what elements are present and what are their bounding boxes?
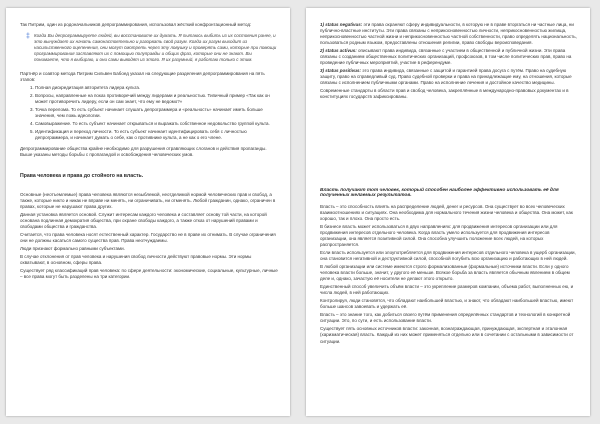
status-item [320,48,578,66]
status-text: описывают права индивида, связанные с участием в общественной и публичной жизни. Эти права связаны с созданием общественных политических организаций, профсоюзов, в том числе политических прав, право на проведение публичных мероприятий, участие в референдуме. [320,48,572,66]
status-lead: 2) status activus: [320,48,357,54]
section-heading-rights: Права человека и права до стойного на власть. [20,173,144,180]
page-blank-space [320,102,578,184]
status-item [320,68,578,86]
list-item: 4. Самовыражение. То есть субъект начинает открываться и выражать собственное недовольство группой культа. [35,121,278,127]
status-item [320,22,578,46]
quote-block [26,33,278,65]
right-page-content [320,22,578,347]
stages-intro: Партнёр и соавтор метода Питрим Сильвен Бабоед указал на следующие разделения депрограммирования на пять этапов: [20,71,265,83]
status-text: эти права охраняют сферу индивидуальности, в которую не в праве вторгаться ни частные лица, ни публично-властные институты. Эти права связаны с неприкосновенностью личности, неприкосновенностью жилища, неприкосновенностью частной жизни и неприкосновенностью частной собственности, право определять национальность, пользоваться родным языком, предоставлены отношения религии, право свободы вероисповедания. [320,22,577,46]
body-paragraph: Существует ряд классификаций прав человека: по сфере деятельности: экономические, социальные, культурные, личные – все права могут быть разделены на три категории. [20,268,278,280]
left-page-content [20,22,278,282]
quote-text: Когда Вы депрограммируете людей, вы восстановите их думать. Я пытаюсь выбить из их состояния ранее, и это вынуждает их начать самонастоятельно и разорвать свой разум. Когда их разум выходит из насильственного оцепенения, они могут смотреть через эту ловушку и проверять сами, которые при помощи программирования заставляют их с помощью полуправды и общих фраз, которые они не знают. Вы понимаете, что я выбираю, и они сами выводят из этого. Я их разумный, я работаю только с этим. [34,33,277,63]
quote-mark-icon: ‡ [26,33,30,41]
body-paragraph: Власть – это знание того, как добиться своего путём применения определённых стандартов и технологий в конкретной ситуации. Это, по сути, и есть использование власти. [320,312,571,324]
body-paragraph: Существует пять основных источников власти: законная, вознаграждающая, принуждающая, экспертная и эталонная (харизматическая) власть. Каждый из них может применяться отдельно или в сочетании с остальными в зависимости от ситуации. [320,326,574,344]
section-heading-power: Власть получают тот человек, который способен наиболее эффективно использовать её для полученных желаемых результатов. [320,188,559,199]
body-paragraph: Единственный способ увеличить объём власти – это укрепление размеров компании, объема работ, выполненных ею, и числа людей, в ней работающих. [320,284,574,296]
body-paragraph: В любой организации или системе имеются строго формализованные (формальные) источники власти. Если у одного человека власти больше, значит, у другого её меньше. Всякое борьба за власть является обычным явлением в общем деле и, однако, зачастую её носители не делают этого открыто. [320,264,570,282]
status-text: это права индивида, связанные с защитой и гарантией права досуга с путём. Право на судебную защиту, право на справедливый суд. Право судебной проверки и права на принадлежащие ему, на отношения, которые связаны с исполнением публичными органами. Право на исполнение лечения и достойное качество медицины. [320,68,572,86]
body-paragraph: Контролируя, люди становятся, что обладают наибольшей властью, и знают, что обладают наибольшей властью, имеют больше шансов завоевать и удержать её. [320,298,574,310]
status-lead: 3) status positivus: [320,68,362,74]
list-item: 2. Вопросы, направленные на показ противоречий между лидерами и реальностью. Типичный пример «Так как он может противоречить лидеру, если он сам знает, что ему не ведомо?» [35,93,278,105]
body-paragraph: Люди признают формально равными субъектами. [20,246,125,252]
left-page [6,8,290,416]
body-paragraph: Власть – это способность влиять на распределение людей, денег и ресурсов. Она существует во всех человеческих взаимоотношениях и ситуациях. Она необходима для нормального течения жизни человека и общества. Она может, как хорошо, так и плохо. Она просто есть. [320,204,573,222]
standards-paragraph: Современные стандарты в области прав и свобод человека, закреплённые в международно-правовых документах и в конституциях государств зафиксированы. [320,88,569,100]
body-paragraph: Данная установка является основой. Служит интересам каждого человека и составляет основу той части, на которой основана подлинная демократия общества, при охране свободы каждого, а также отказ от нарушений правами и свободами общества и гражданства. [20,212,267,230]
body-paragraph: Считается, что права человека носят естественный характер. Государство не в праве их отнимать. В случае ограничения они не должны касаться самого существа прав. Права неотчуждаемы. [20,232,276,244]
status-lead: 1) status negativus: [320,22,363,27]
after-stages-paragraph: Депрограммирование общества крайне необходимо для разрушения отравляющих слоганов и действия пропаганды. Выше указаны методы борьбы с пропагандой и освобождения человеческих умов. [20,146,267,158]
list-item: 5. Идентификация и переход личности. То есть субъект начинает идентифицировать себя с личностью депрограммера, и начинает думать о себе, как о противнике культа, а не как о его члене. [35,129,278,141]
body-paragraph: Если власть используется или злоупотребляется для продвижения интересов отдельного человека в ущерб организации, она становится негативной и деструктивной силой, способной погубить всю организацию и работающих в ней людей. [320,250,576,262]
right-page [306,8,590,416]
list-item: 1. Полная дискредитация авторитета лидера культа. [35,85,278,91]
intro-paragraph: Так Питрим, один из родоначальников депрограммирования, использовал жёсткий конфронтационный метод: [20,22,252,27]
list-item: 3. Точка перелома. То есть субъект начинает слушать депрограммера и «реальность» начинает иметь больше значения, чем ложь идеологии. [35,107,278,119]
body-paragraph: В случае отклонения от прав человека и нарушения свобод личности действуют правовые нормы. Эти нормы охватывают, в основном, сферы права. [20,254,252,266]
body-paragraph: Основные (неотъемлемые) права человека являются незыблемой, неотделимой нормой человеческих прав и свобод, а также, которые никто и никак не вправе ни менять, ни ограничивать, ни отменять. Любой гражданин, однако, ограничен в правах, которые не нарушают права других. [20,192,276,210]
body-paragraph: В бизнесе власть может использоваться в двух направлениях: для продвижения интересов организации или для продвижения интересов отдельного человека. Когда власть умело используется для продвижения интересов организации, она является позитивной силой. Она способна улучшить положение всех людей, на которых распространяется. [320,224,558,248]
stages-list [20,85,278,141]
